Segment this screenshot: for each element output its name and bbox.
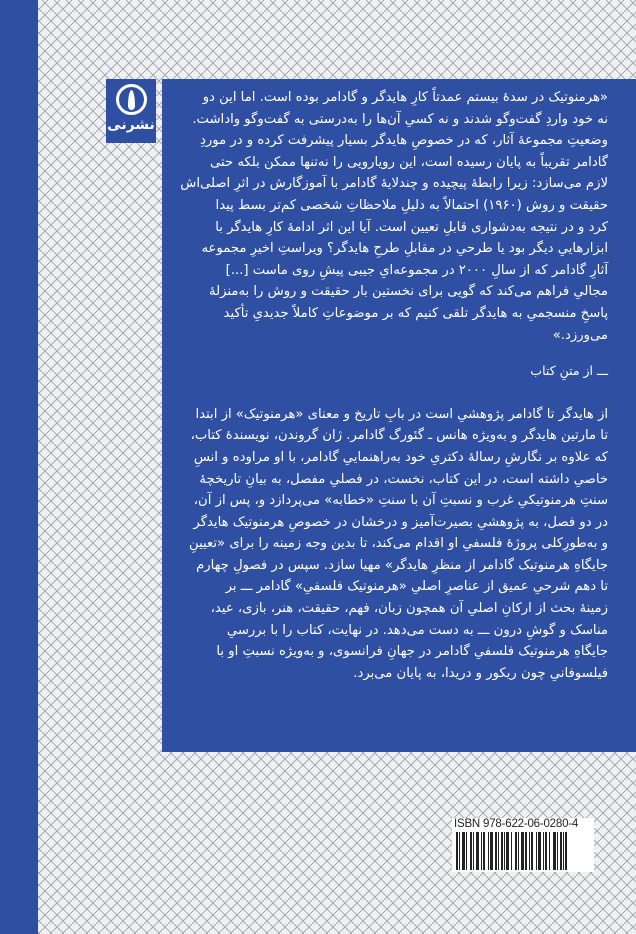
quote-source: ـــ از متنِ کتاب bbox=[530, 363, 608, 379]
quote-line: آثارِ گادامر که از سالِ ۲۰۰۰ در مجموعه‌ایِ جیبی پیشِ روی ماست [...] bbox=[225, 262, 608, 278]
quote-line: می‌ورزد.» bbox=[552, 327, 608, 343]
quote-line: کرد و در نتیجه به‌دشواری قابلِ تعیین است. آیا این اثر ادامهٔ کارِ هایدگر با bbox=[215, 219, 608, 235]
book-spine-strip bbox=[0, 0, 38, 934]
quote-paragraph bbox=[175, 87, 608, 346]
quote-line: وضعیتِ مجموعهٔ آثار، که در خصوصِ هایدگر بسیار پیشرفت کرده و در موردِ bbox=[200, 133, 608, 149]
description-line: خاصیِ داشته است، در این کتاب، نخست، در فصلیِ مفصل، به بیانِ تاریخچهٔ bbox=[199, 471, 608, 487]
quote-line: نه خود واردِ گفت‌وگو شدند و نه کسیِ آن‌ها را به‌درستی به گفت‌وگو واداشت. bbox=[192, 111, 608, 127]
quote-line: پاسخِ منسجمیِ به هایدگر تلقی کنیم که بر موضوعاتِ کاملاً جدیدیِ تأکید bbox=[223, 305, 608, 321]
description-line: زمینهٔ بحث از ارکانِ اصلیِ آن همچون زبان، فهم، حقیقت، هنر، بازی، عید، bbox=[210, 601, 608, 617]
blurb-panel bbox=[162, 79, 636, 752]
quote-line: «هرمنوتیک در سدهٔ بیستم عمدتاً کارِ هایدگر و گادامر بوده است. اما این دو bbox=[202, 90, 608, 105]
quote-line: ابزارهاییِ دیگر بود یا طرحیِ در مقابلِ طرحِ هایدگر؟ ویراستِ اخیرِ مجموعه bbox=[201, 241, 608, 257]
description-line: سنتِ هرمنوتیکیِ غرب و نسبتِ آن با سنتِ «خطابه» می‌پردازد و، پس از آن، bbox=[193, 493, 608, 509]
leaf-icon bbox=[128, 90, 135, 110]
description-line: جایگاهِ هرمنوتیک فلسفیِ گادامر در جهانِ فرانسوی، و به‌ویژه نسبتِ او با bbox=[216, 644, 608, 660]
quote-line: حقیقت و روش (۱۹۶۰) احتمالاً به دلیلِ ملاحظاتِ شخصی کم‌تر بسط پیدا bbox=[215, 197, 608, 213]
description-line: از هایدگر تا گادامر پژوهشیِ است در بابِ تاریخ و معنای «هرمنوتیک» از ابتدا bbox=[195, 406, 608, 422]
leaf-in-circle-icon bbox=[116, 84, 147, 115]
publisher-logo bbox=[106, 79, 156, 143]
isbn-label: ISBN 978-622-06-0280-4 bbox=[454, 818, 579, 830]
barcode-icon bbox=[456, 832, 592, 870]
description-line: که علاوه بر نگارشِ رسالهٔ دکتریِ خود به‌راهنماییِ گادامر، با او مراوده و انسِ bbox=[193, 449, 608, 465]
description-line: در دو فصل، به پژوهشیِ بصیرت‌آمیز و درخشان در خصوصِ هرمنوتیک هایدگر bbox=[193, 514, 608, 530]
description-line: و به‌طورِکلی پروژهٔ فلسفیِ او اقدام می‌کند، تا بدین وجه زمینه را برای «تعیینِ bbox=[189, 536, 608, 552]
description-line: تا دهم شرحیِ عمیق از عناصرِ اصلیِ «هرمنوتیک فلسفیِ» گادامر ـــ بر bbox=[225, 579, 608, 595]
isbn-barcode bbox=[452, 818, 594, 872]
publisher-name: نشرنی bbox=[107, 117, 155, 133]
description-line: جایگاهِ هرمنوتیک گادامر از منظرِ هایدگر» مهیا سازد. سپس در فصولِ چهارم bbox=[196, 557, 608, 573]
quote-line: لازم می‌سازد: زیرا رابطهٔ پیچیده و چندلایهٔ گادامر با آموزگارش در اثرِ اصلی‌اش bbox=[180, 176, 608, 192]
blurb-text bbox=[175, 87, 608, 684]
description-paragraph bbox=[175, 404, 608, 685]
quote-line: مجالیِ فراهم می‌کند که گویی برای نخستین بار حقیقت و روش را به‌منزلهٔ bbox=[209, 284, 608, 300]
quote-line: گادامر تقریباً به پایان رسیده است، این رویارویی را نه‌تنها ممکن بلکه حتی bbox=[210, 154, 608, 170]
description-line: مناسک و گوشِ درون ـــ به دست می‌دهد. در نهایت، کتاب را با بررسیِ bbox=[226, 622, 608, 638]
description-line: فیلسوفانیِ چون ریکور و دریدا، به پایان می‌برد. bbox=[353, 665, 608, 681]
description-line: تا مارتین هایدگر و به‌ویژه هانس ـ گئورگ گادامر. ژان گروندن، نویسندهٔ کتاب، bbox=[190, 428, 608, 444]
